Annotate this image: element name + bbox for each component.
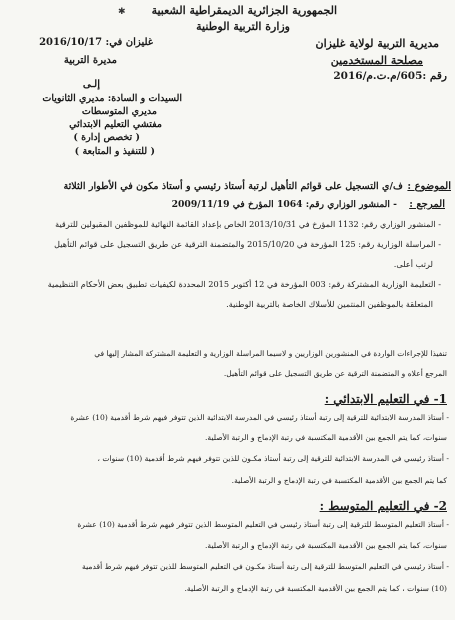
sender-title: مديرة التربية	[63, 55, 117, 66]
recipient-line: مفتشي التعليم الابتدائي	[69, 119, 162, 130]
section-line: سنوات، كما يتم الجمع بين الأقدمية المكتسبة في رتبة الإدماج و الرتبة الأصلية.	[204, 541, 447, 550]
subject-label: الموضوع :	[407, 181, 451, 192]
reference-item: لرتب أعلى.	[393, 259, 433, 269]
reference-item: - المنشور الوزاري رقم: 1064 المؤرخ في 2009/11/19	[171, 199, 397, 210]
section-line: - أستاذ رئيسي في التعليم المتوسط للترقية إلى رتبة أستاذ مكـون في التعليم المتوسط للذين تتوفر فيهم شرط أقدمية	[82, 562, 449, 571]
intro-line: المرجع أعلاه و المتضمنة الترقية عن طريق التسجيل على قوائم التأهيل.	[223, 369, 447, 378]
reference-item: - التعليمة الوزارية المشتركة رقم: 003 المؤرخة في 12 أكتوبر 2015 المحددة لكيفيات تطبيق بعض الأحكام التنظيمية	[47, 279, 441, 289]
section-line: سنوات، كما يتم الجمع بين الأقدمية المكتسبة في رتبة الإدماج و الرتبة الأصلية.	[204, 433, 447, 442]
star-mark: ✱	[118, 7, 126, 17]
service-name: مصلحة المستخدمين	[330, 54, 423, 67]
section-title: 1- في التعليم الابتدائي :	[324, 392, 447, 406]
section-line: كما يتم الجمع بين الأقدمية المكتسبة في رتبة الإدماج و الرتبة الأصلية.	[231, 476, 447, 485]
date-line: غليزان في: 2016/10/17	[39, 37, 153, 48]
reference-item: - المنشور الوزاري رقم: 1132 المؤرخ في 2013/10/31 الخاص بإعداد القائمة النهائية للموظفين المقبولين للترقية	[55, 219, 441, 229]
republic-title: الجمهورية الجزائرية الديمقراطية الشعبية	[151, 4, 337, 17]
directorate-name: مديرية التربية لولاية غليزان	[315, 37, 439, 50]
intro-line: تنفيذا للإجراءات الواردة في المنشورين الوزاريين و لاسيما المراسلة الوزارية و التعليمة المشتركة المشار إليها في	[94, 349, 447, 358]
ministry-title: وزارة التربية الوطنية	[196, 20, 290, 33]
section-line: (10) سنوات ، كما يتم الجمع بين الأقدمية المكتسبة في رتبة الإدماج و الرتبة الأصلية.	[184, 584, 447, 593]
reference-number: رقم :605/م.ت.م/2016	[333, 70, 447, 82]
references-label: المرجع :	[409, 199, 445, 210]
to-label: إلـى	[82, 79, 100, 90]
section-line: - أستاذ التعليم المتوسط للترقية إلى رتبة أستاذ رئيسي في التعليم المتوسط الذين تتوفر فيهم شرط أقدمية (10) عشرة	[77, 520, 449, 529]
recipient-line: السيدات و السادة: مديري الثانويات	[42, 93, 182, 104]
recipient-line: مديري المتوسطات	[81, 106, 157, 117]
section-line: - أستاذ المدرسة الابتدائية للترقية إلى رتبة أستاذ رئيسي في المدرسة الابتدائية الذين تتوفر فيهم شرط أقدمية (10) عشرة	[70, 413, 449, 422]
reference-item: المتعلقة بالموظفين المنتمين للأسلاك الخاصة بالتربية الوطنية.	[226, 299, 433, 309]
section-title: 2- في التعليم المتوسط :	[319, 499, 447, 513]
recipient-line: ( للتنفيذ و المتابعة )	[74, 146, 155, 157]
recipient-line: ( تخصص إدارة )	[73, 132, 140, 143]
section-line: - أستاذ رئيسي في المدرسة الابتدائية للترقية إلى رتبة أستاذ مكـون للذين تتوفر فيهم شرط أقدمية (10) سنوات ،	[97, 454, 449, 463]
reference-item: - المراسلة الوزارية رقم: 125 المؤرخة في 2015/10/20 والمتضمنة الترقية عن طريق التسجيل على قوائم التأهيل	[54, 239, 441, 249]
subject-text: ف/ي التسجيل على قوائم التأهيل لرتبة أستاذ رئيسي و أستاذ مكون في الأطوار الثلاثة	[63, 181, 403, 192]
